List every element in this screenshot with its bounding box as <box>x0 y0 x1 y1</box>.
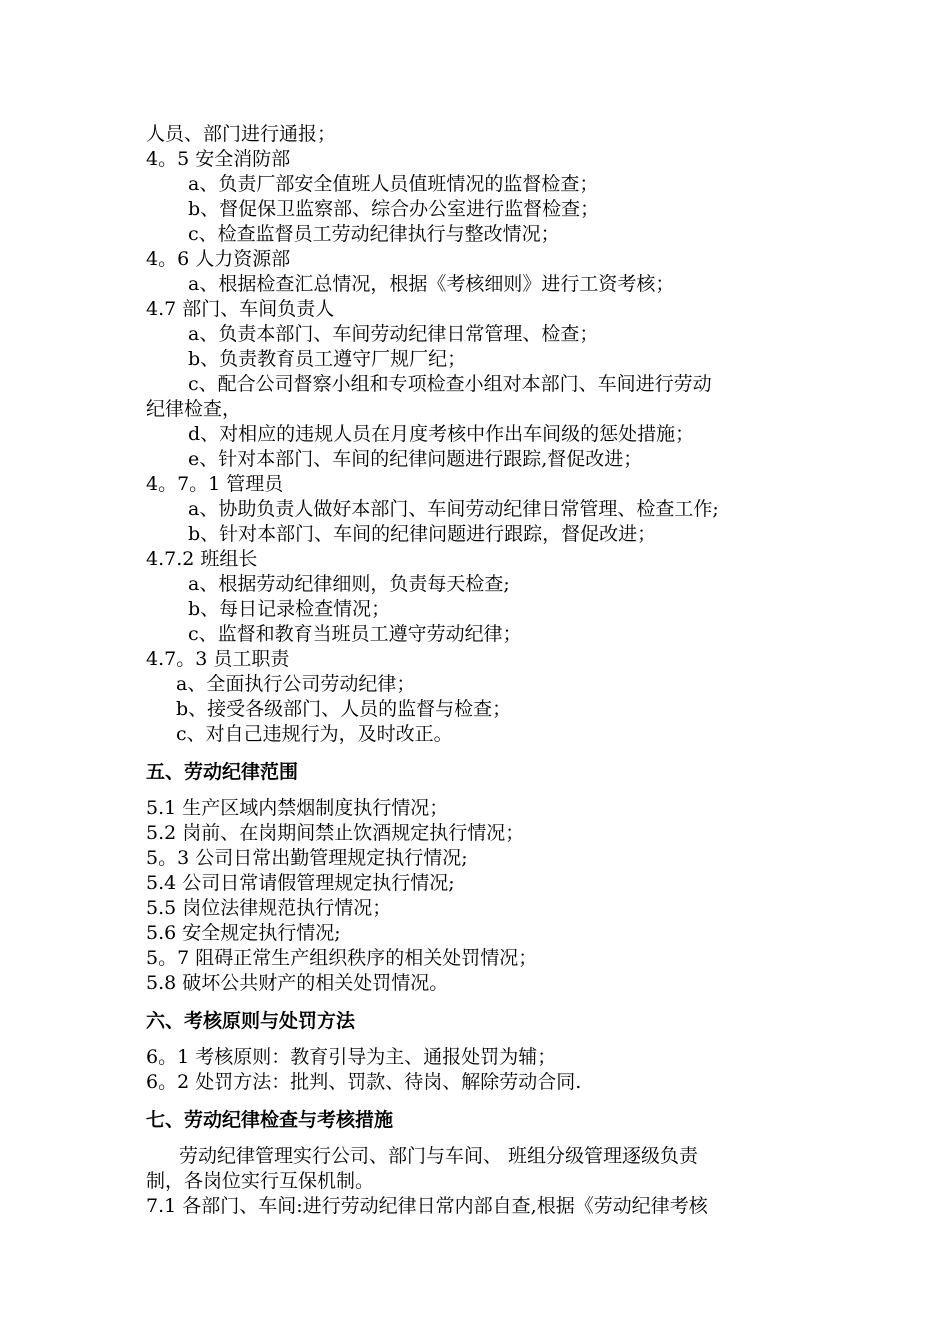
subsection-title: 4。7。1 管理员 <box>146 473 284 495</box>
subsection-title: 4。6 人力资源部 <box>146 248 291 270</box>
paragraph-line: 制，各岗位实行互保机制。 <box>146 1170 375 1192</box>
list-item: c、检查监督员工劳动纪律执行与整改情况； <box>188 223 560 245</box>
document-body <box>146 122 816 1219</box>
list-item: 6。1 考核原则：教育引导为主、通报处罚为辅； <box>146 1046 557 1068</box>
list-item: 5.1 生产区域内禁烟制度执行情况； <box>146 797 449 819</box>
list-item: e、针对本部门、车间的纪律问题进行跟踪,督促改进； <box>188 448 643 470</box>
list-item: c、对自己违规行为，及时改正。 <box>176 723 453 745</box>
list-item: b、负责教育员工遵守厂规厂纪； <box>188 348 467 370</box>
subsection-title: 4。5 安全消防部 <box>146 148 291 170</box>
section-heading: 六、考核原则与处罚方法 <box>146 1010 356 1032</box>
list-item: b、针对本部门、车间的纪律问题进行跟踪，督促改进； <box>188 523 657 545</box>
list-item: a、全面执行公司劳动纪律； <box>176 673 416 695</box>
list-item: 5。7 阻碍正常生产组织秩序的相关处罚情况； <box>146 947 538 969</box>
list-item: 5.8 破坏公共财产的相关处罚情况。 <box>146 972 449 994</box>
list-item: b、接受各级部门、人员的监督与检查； <box>176 698 512 720</box>
list-item-continuation: 纪律检查， <box>146 398 242 420</box>
section-heading: 七、劳动纪律检查与考核措施 <box>146 1109 394 1131</box>
list-item: a、协助负责人做好本部门、车间劳动纪律日常管理、检查工作; <box>188 498 719 520</box>
text-line: 人员、部门进行通报； <box>146 123 337 145</box>
list-item: c、监督和教育当班员工遵守劳动纪律； <box>188 623 522 645</box>
list-item: b、督促保卫监察部、综合办公室进行监督检查； <box>188 198 600 220</box>
list-item: a、根据检查汇总情况，根据《考核细则》进行工资考核； <box>188 273 675 295</box>
list-item: 5.4 公司日常请假管理规定执行情况; <box>146 872 455 894</box>
list-item: a、根据劳动纪律细则，负责每天检查; <box>188 573 510 595</box>
list-item: d、对相应的违规人员在月度考核中作出车间级的惩处措施； <box>188 423 695 445</box>
list-item: 6。2 处罚方法：批判、罚款、待岗、解除劳动合同. <box>146 1071 582 1093</box>
list-item: a、负责厂部安全值班人员值班情况的监督检查； <box>188 173 599 195</box>
list-item: 7.1 各部门、车间:进行劳动纪律日常内部自查,根据《劳动纪律考核 <box>146 1195 708 1217</box>
paragraph-line: 劳动纪律管理实行公司、部门与车间、 班组分级管理逐级负责 <box>179 1145 699 1167</box>
list-item: 5。3 公司日常出勤管理规定执行情况; <box>146 847 468 869</box>
subsection-title: 4.7.2 班组长 <box>146 548 258 570</box>
list-item: a、负责本部门、车间劳动纪律日常管理、检查； <box>188 323 599 345</box>
subsection-title: 4.7。3 员工职责 <box>146 648 290 670</box>
subsection-title: 4.7 部门、车间负责人 <box>146 298 335 320</box>
list-item: c、配合公司督察小组和专项检查小组对本部门、车间进行劳动 <box>188 373 712 395</box>
list-item: 5.6 安全规定执行情况; <box>146 922 341 944</box>
list-item: b、每日记录检查情况； <box>188 598 391 620</box>
section-heading: 五、劳动纪律范围 <box>146 761 299 783</box>
list-item: 5.2 岗前、在岗期间禁止饮酒规定执行情况； <box>146 822 525 844</box>
list-item: 5.5 岗位法律规范执行情况； <box>146 897 392 919</box>
